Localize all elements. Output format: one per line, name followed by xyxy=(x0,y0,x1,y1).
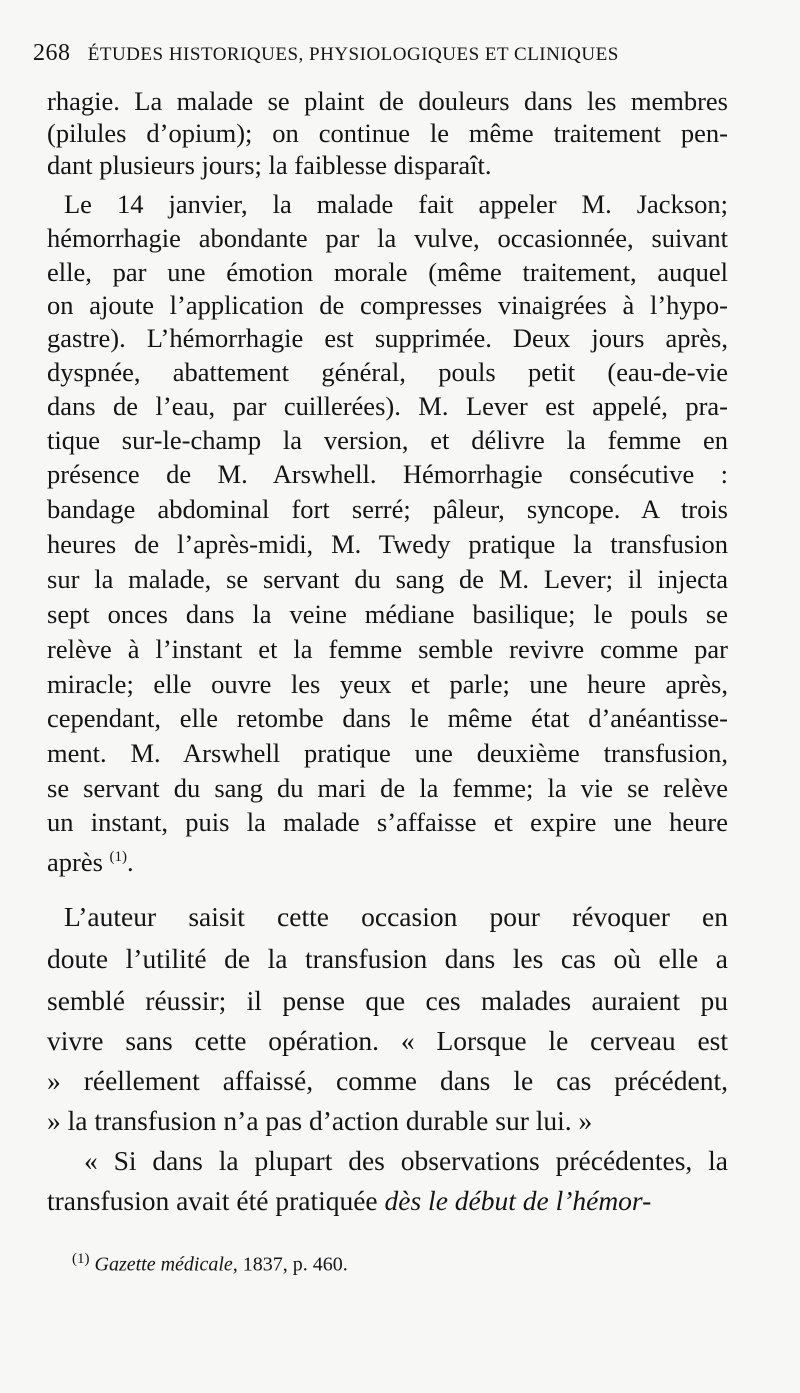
text-fragment: . xyxy=(127,846,134,877)
italic-fragment: dès le début de l’hémor- xyxy=(384,1185,652,1216)
text-line: dant plusieurs jours; la faiblesse disparaît. xyxy=(47,150,492,180)
text-line: sept onces dans la veine médiane basilique; le pouls se xyxy=(47,599,728,629)
text-line: doute l’utilité de la transfusion dans les cas où elle a xyxy=(47,943,728,974)
text-line: rhagie. La malade se plaint de douleurs dans les membres xyxy=(47,86,728,116)
footnote-detail: 1837, p. 460. xyxy=(242,1253,348,1276)
text-fragment: après xyxy=(47,846,103,877)
text-line: « Si dans la plupart des observations précédentes, la xyxy=(84,1145,728,1176)
text-line: ment. M. Arswhell pratique une deuxième transfusion, xyxy=(47,738,728,768)
text-line: heures de l’après-midi, M. Twedy pratique la transfusion xyxy=(47,529,728,559)
text-line: Le 14 janvier, la malade fait appeler M. Jackson; xyxy=(64,189,728,219)
text-line: présence de M. Arswhell. Hémorrhagie consécutive : xyxy=(47,459,728,489)
text-line: L’auteur saisit cette occasion pour révoquer en xyxy=(64,901,728,932)
footnote xyxy=(72,1251,348,1277)
text-line xyxy=(47,842,728,877)
text-line: relève à l’instant et la femme semble revivre comme par xyxy=(47,634,728,664)
text-line: dyspnée, abattement général, pouls petit (eau-de-vie xyxy=(47,357,728,387)
text-line: on ajoute l’application de compresses vinaigrées à l’hypo- xyxy=(47,290,728,320)
running-header xyxy=(33,40,733,67)
footnote-source: Gazette médicale, xyxy=(94,1253,238,1276)
text-line: miracle; elle ouvre les yeux et parle; une heure après, xyxy=(47,669,728,699)
text-line: » la transfusion n’a pas d’action durable sur lui. » xyxy=(47,1105,593,1136)
text-line: (pilules d’opium); on continue le même traitement pen- xyxy=(47,118,728,148)
text-line: se servant du sang du mari de la femme; la vie se relève xyxy=(47,773,728,803)
text-line: gastre). L’hémorrhagie est supprimée. Deux jours après, xyxy=(47,323,728,353)
text-line: sur la malade, se servant du sang de M. Lever; il injecta xyxy=(47,564,728,594)
text-line: dans de l’eau, par cuillerées). M. Lever est appelé, pra- xyxy=(47,391,728,421)
text-line: tique sur-le-champ la version, et délivre la femme en xyxy=(47,425,728,455)
text-line: cependant, elle retombe dans le même état d’anéantisse- xyxy=(47,703,728,733)
text-line: hémorrhagie abondante par la vulve, occasionnée, suivant xyxy=(47,223,728,253)
running-title: ÉTUDES HISTORIQUES, PHYSIOLOGIQUES ET CLINIQUES xyxy=(87,44,619,65)
footnote-marker: (1) xyxy=(72,1251,90,1267)
footnote-reference: (1) xyxy=(109,849,128,865)
page-number: 268 xyxy=(33,40,71,66)
text-line: bandage abdominal fort serré; pâleur, syncope. A trois xyxy=(47,494,728,524)
text-line: elle, par une émotion morale (même traitement, auquel xyxy=(47,257,728,287)
text-line: semblé réussir; il pense que ces malades auraient pu xyxy=(47,985,728,1016)
text-fragment: transfusion avait été pratiquée xyxy=(47,1185,378,1216)
text-line: » réellement affaissé, comme dans le cas précédent, xyxy=(47,1065,728,1096)
text-line xyxy=(47,1186,728,1216)
text-line: un instant, puis la malade s’affaisse et expire une heure xyxy=(47,807,728,837)
text-line: vivre sans cette opération. « Lorsque le cerveau est xyxy=(47,1025,728,1056)
